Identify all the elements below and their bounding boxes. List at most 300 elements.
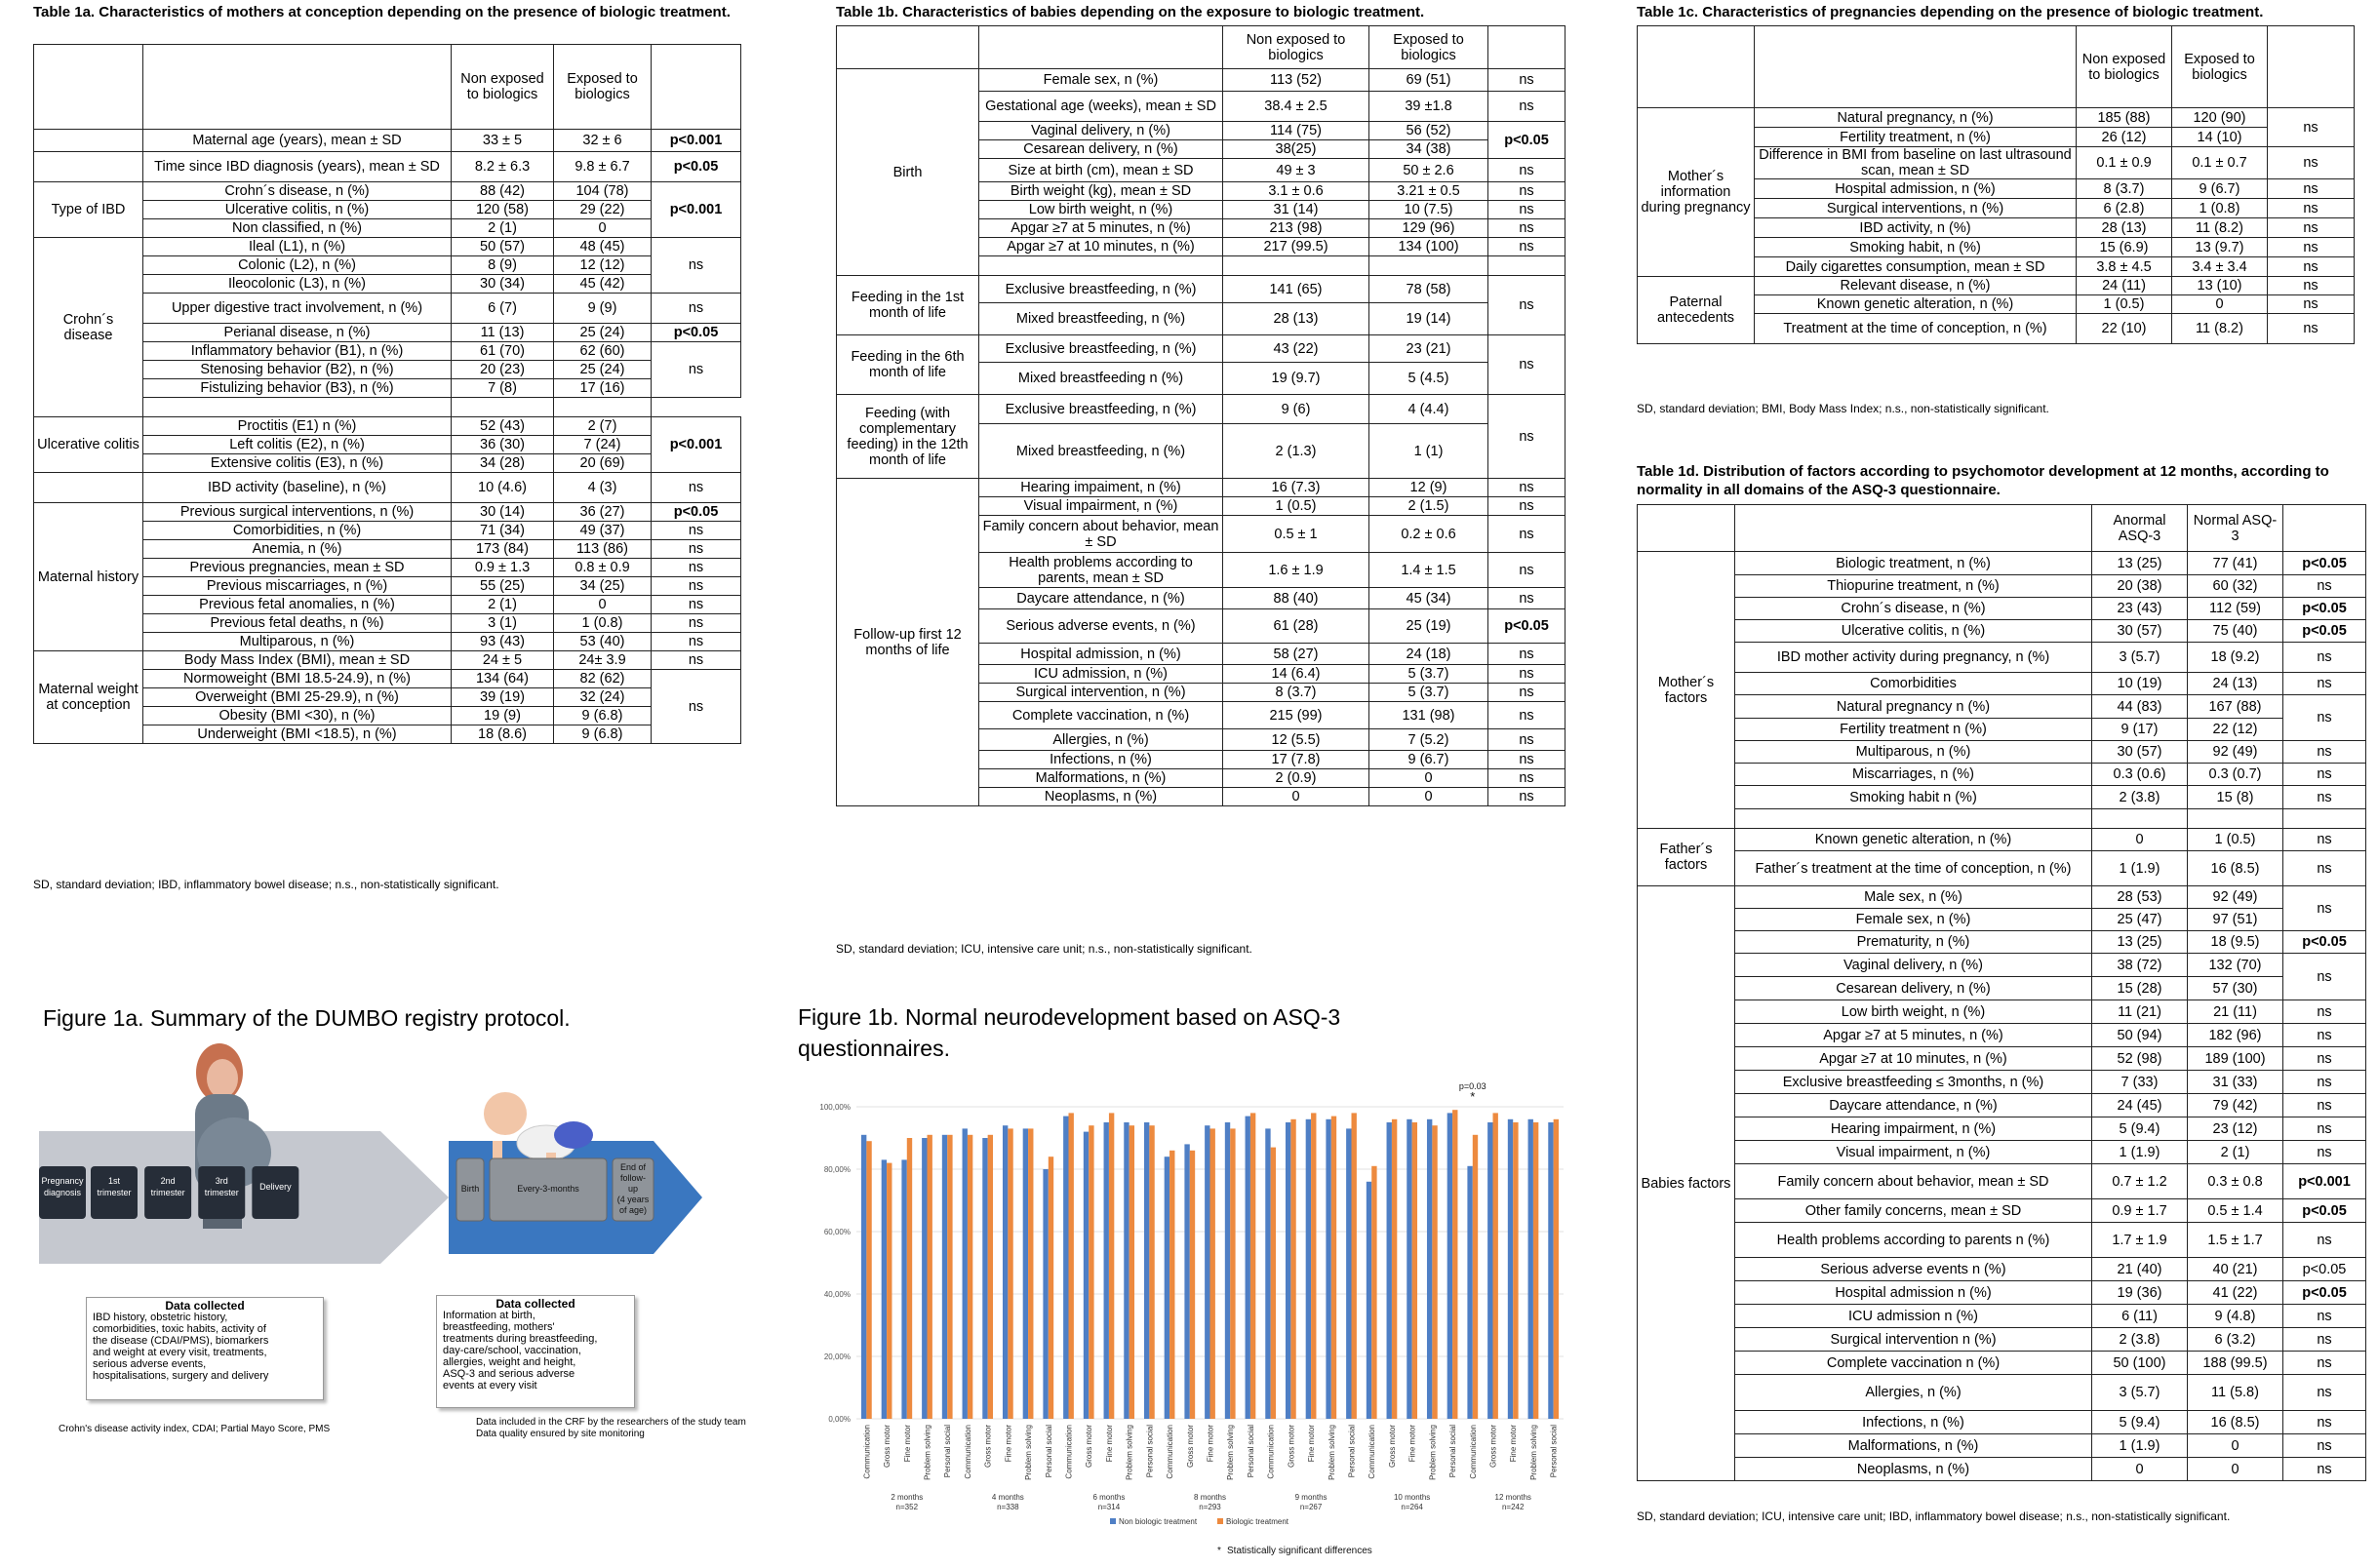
figure-1b-chart bbox=[798, 1068, 1586, 1565]
row-label: Stenosing behavior (B2), n (%) bbox=[143, 361, 452, 379]
row-label: Obesity (BMI <30), n (%) bbox=[143, 707, 452, 725]
value-cell: 16 (8.5) bbox=[2188, 1411, 2283, 1434]
row-label: Colonic (L2), n (%) bbox=[143, 256, 452, 275]
value-cell: 0 bbox=[2092, 829, 2188, 851]
p-value: ns bbox=[2283, 1375, 2366, 1411]
table-row bbox=[34, 238, 741, 256]
row-label: Miscarriages, n (%) bbox=[1735, 764, 2092, 786]
table-row bbox=[34, 651, 741, 670]
timeline-box bbox=[490, 1158, 607, 1221]
bar-non-biologic bbox=[1124, 1122, 1129, 1419]
value-cell: 132 (70) bbox=[2188, 954, 2283, 977]
timeline-box bbox=[39, 1166, 86, 1219]
group-n: n=314 bbox=[1097, 1503, 1121, 1511]
data-collected-line: IBD history, obstetric history, bbox=[93, 1312, 228, 1323]
x-tick-label: Communication bbox=[1266, 1425, 1276, 1479]
row-label: Inflammatory behavior (B1), n (%) bbox=[143, 342, 452, 361]
row-label: Mixed breastfeeding, n (%) bbox=[979, 424, 1223, 479]
value-cell: 25 (47) bbox=[2092, 909, 2188, 931]
table-row bbox=[837, 479, 1566, 497]
value-cell: 16 (7.3) bbox=[1223, 479, 1369, 497]
p-value: ns bbox=[2268, 277, 2355, 295]
x-tick-label: Communication bbox=[1468, 1425, 1478, 1479]
timeline-box-label: 3rd bbox=[215, 1176, 228, 1186]
value-cell: 0 bbox=[2188, 1434, 2283, 1458]
group-n: n=293 bbox=[1199, 1503, 1221, 1511]
x-tick-label: Problem solving bbox=[1024, 1425, 1034, 1480]
p-value: ns bbox=[2283, 695, 2366, 741]
row-label: Exclusive breastfeeding, n (%) bbox=[979, 276, 1223, 303]
p-value: p<0.05 bbox=[1488, 609, 1566, 644]
value-cell: 0 bbox=[554, 219, 652, 238]
value-cell: 0.1 ± 0.7 bbox=[2172, 147, 2268, 179]
value-cell: 22 (12) bbox=[2188, 719, 2283, 741]
bar-non-biologic bbox=[1063, 1117, 1068, 1419]
row-label: Cesarean delivery, n (%) bbox=[1735, 977, 2092, 1000]
value-cell: 120 (58) bbox=[452, 201, 554, 219]
bar-biologic bbox=[1311, 1113, 1316, 1419]
value-cell: 49 (37) bbox=[554, 522, 652, 540]
table-row bbox=[1638, 829, 2366, 851]
row-label: Upper digestive tract involvement, n (%) bbox=[143, 294, 452, 324]
value-cell: 12 (5.5) bbox=[1223, 729, 1369, 751]
value-cell: 0.5 ± 1 bbox=[1223, 516, 1369, 553]
value-cell bbox=[2092, 809, 2188, 829]
p-value: ns bbox=[2268, 238, 2355, 257]
bar-biologic bbox=[1412, 1122, 1417, 1419]
value-cell: 78 (58) bbox=[1369, 276, 1488, 303]
p-value: ns bbox=[1488, 159, 1566, 182]
row-label: Cesarean delivery, n (%) bbox=[979, 140, 1223, 159]
value-cell: 5 (4.5) bbox=[1369, 363, 1488, 395]
row-label: Fertility treatment n (%) bbox=[1735, 719, 2092, 741]
row-label: Comorbidities, n (%) bbox=[143, 522, 452, 540]
p-value: ns bbox=[2283, 764, 2366, 786]
p-value: ns bbox=[2268, 108, 2355, 147]
data-collected-line: events at every visit bbox=[443, 1380, 537, 1392]
value-cell: 25 (24) bbox=[554, 361, 652, 379]
data-collected-line: the disease (CDAI/PMS), biomarkers bbox=[93, 1335, 269, 1347]
row-label: Daycare attendance, n (%) bbox=[979, 588, 1223, 609]
table-row bbox=[1638, 643, 2366, 673]
bar-non-biologic bbox=[1084, 1132, 1089, 1419]
bar-biologic bbox=[988, 1135, 993, 1419]
value-cell: 3 (5.7) bbox=[2092, 1375, 2188, 1411]
legend-swatch bbox=[1110, 1518, 1116, 1524]
bar-non-biologic bbox=[1407, 1119, 1411, 1419]
table-row bbox=[1638, 1000, 2366, 1024]
value-cell: 18 (9.5) bbox=[2188, 931, 2283, 954]
value-cell: 1.7 ± 1.9 bbox=[2092, 1223, 2188, 1258]
p-value: ns bbox=[652, 238, 741, 294]
table-row bbox=[1638, 1164, 2366, 1199]
bar-biologic bbox=[1473, 1135, 1478, 1419]
row-label: Anemia, n (%) bbox=[143, 540, 452, 559]
p-value: ns bbox=[1488, 684, 1566, 702]
value-cell: 5 (3.7) bbox=[1369, 684, 1488, 702]
value-cell: 104 (78) bbox=[554, 182, 652, 201]
row-label: Previous pregnancies, mean ± SD bbox=[143, 559, 452, 577]
bar-non-biologic bbox=[901, 1159, 906, 1419]
row-label: Previous fetal deaths, n (%) bbox=[143, 614, 452, 633]
table-row bbox=[1638, 1458, 2366, 1481]
data-collected-line: ASQ-3 and serious adverse bbox=[443, 1368, 575, 1380]
value-cell: 13 (25) bbox=[2092, 931, 2188, 954]
value-cell: 28 (53) bbox=[2092, 886, 2188, 909]
p-value: ns bbox=[652, 633, 741, 651]
group-label: Crohn´s disease bbox=[34, 238, 143, 417]
p-value: ns bbox=[2283, 1141, 2366, 1164]
bar-biologic bbox=[1130, 1125, 1134, 1419]
row-label: Non classified, n (%) bbox=[143, 219, 452, 238]
data-collected-callout-baby bbox=[436, 1295, 635, 1408]
timeline-box-label: End of bbox=[619, 1162, 647, 1172]
bar-non-biologic bbox=[922, 1138, 927, 1419]
value-cell: 9 (17) bbox=[2092, 719, 2188, 741]
row-label: Mixed breastfeeding n (%) bbox=[979, 363, 1223, 395]
x-tick-label: Fine motor bbox=[1104, 1425, 1114, 1463]
bar-biologic bbox=[1290, 1119, 1295, 1419]
value-cell: 20 (69) bbox=[554, 454, 652, 473]
row-label: Malformations, n (%) bbox=[979, 769, 1223, 788]
bar-biologic bbox=[1554, 1119, 1559, 1419]
group-label: 10 months bbox=[1393, 1493, 1431, 1502]
p-value: ns bbox=[2268, 295, 2355, 314]
timeline-box-label: Pregnancy bbox=[41, 1176, 84, 1186]
group-label: Paternal antecedents bbox=[1638, 277, 1755, 344]
table-1a bbox=[33, 44, 741, 744]
value-cell: 17 (16) bbox=[554, 379, 652, 398]
group-label: Birth bbox=[837, 69, 979, 276]
x-tick-label: Problem solving bbox=[1226, 1425, 1236, 1480]
figure-1a-note-abbrev: Crohn's disease activity index, CDAI; Partial Mayo Score, PMS bbox=[59, 1424, 331, 1434]
p-value: ns bbox=[652, 294, 741, 324]
value-cell: 185 (88) bbox=[2077, 108, 2172, 128]
bar-biologic bbox=[1230, 1128, 1235, 1419]
value-cell: 182 (96) bbox=[2188, 1024, 2283, 1047]
row-label: Surgical intervention n (%) bbox=[1735, 1328, 2092, 1352]
value-cell: 7 (8) bbox=[452, 379, 554, 398]
value-cell: 50 (57) bbox=[452, 238, 554, 256]
bar-biologic bbox=[1210, 1128, 1215, 1419]
group-label: Mother´s information during pregnancy bbox=[1638, 108, 1755, 277]
table-row bbox=[1638, 1281, 2366, 1305]
value-cell: 19 (36) bbox=[2092, 1281, 2188, 1305]
value-cell: 4 (4.4) bbox=[1369, 395, 1488, 424]
value-cell: 15 (8) bbox=[2188, 786, 2283, 809]
table-row bbox=[1638, 1434, 2366, 1458]
p-value: p<0.001 bbox=[652, 182, 741, 238]
group-n: n=267 bbox=[1299, 1503, 1323, 1511]
row-label: Neoplasms, n (%) bbox=[979, 788, 1223, 806]
p-value: ns bbox=[1488, 238, 1566, 256]
table-row bbox=[1638, 741, 2366, 764]
row-label: Daycare attendance, n (%) bbox=[1735, 1094, 2092, 1117]
value-cell: 9.8 ± 6.7 bbox=[554, 152, 652, 182]
value-cell: 23 (43) bbox=[2092, 598, 2188, 620]
p-value: ns bbox=[652, 577, 741, 596]
x-tick-label: Fine motor bbox=[1509, 1425, 1519, 1463]
table-row bbox=[1638, 1024, 2366, 1047]
timeline-box-label: diagnosis bbox=[43, 1188, 82, 1197]
row-label: Ulcerative colitis, n (%) bbox=[1735, 620, 2092, 643]
x-tick-label: Problem solving bbox=[1125, 1425, 1134, 1480]
table-1c bbox=[1637, 25, 2355, 344]
figure-1a-note-quality: Data quality ensured by site monitoring bbox=[476, 1429, 645, 1439]
data-collected-title: Data collected bbox=[165, 1299, 245, 1313]
bar-non-biologic bbox=[882, 1159, 887, 1419]
bar-biologic bbox=[1089, 1125, 1093, 1419]
bar-non-biologic bbox=[1286, 1122, 1290, 1419]
value-cell bbox=[2188, 809, 2283, 829]
row-label: Ileocolonic (L3), n (%) bbox=[143, 275, 452, 294]
bar-biologic bbox=[1533, 1122, 1538, 1419]
p-value: ns bbox=[1488, 497, 1566, 516]
data-collected-line: comorbidities, toxic habits, activity of bbox=[93, 1323, 266, 1335]
timeline-box bbox=[91, 1166, 138, 1219]
value-cell: 0.9 ± 1.3 bbox=[452, 559, 554, 577]
value-cell: 2 (0.9) bbox=[1223, 769, 1369, 788]
value-cell: 19 (9.7) bbox=[1223, 363, 1369, 395]
bar-biologic bbox=[1069, 1113, 1074, 1419]
bar-biologic bbox=[1049, 1156, 1053, 1419]
value-cell: 15 (28) bbox=[2092, 977, 2188, 1000]
significance-annotation: p=0.03 bbox=[1458, 1081, 1486, 1091]
x-tick-label: Fine motor bbox=[902, 1425, 912, 1463]
table-1d-footnote: SD, standard deviation; ICU, intensive care unit; IBD, inflammatory bowel disease; n.s., non-statistically significant. bbox=[1637, 1509, 2231, 1523]
value-cell: 0.8 ± 0.9 bbox=[554, 559, 652, 577]
row-label: Body Mass Index (BMI), mean ± SD bbox=[143, 651, 452, 670]
row-label: Ileal (L1), n (%) bbox=[143, 238, 452, 256]
timeline-box-label: up bbox=[627, 1184, 639, 1194]
value-cell: 167 (88) bbox=[2188, 695, 2283, 719]
group-label: 12 months bbox=[1494, 1493, 1531, 1502]
timeline-box bbox=[252, 1166, 298, 1219]
row-label: Serious adverse events n (%) bbox=[1735, 1258, 2092, 1281]
bar-non-biologic bbox=[1104, 1122, 1109, 1419]
value-cell: 28 (13) bbox=[2077, 218, 2172, 238]
x-tick-label: Problem solving bbox=[923, 1425, 932, 1480]
row-label: Low birth weight, n (%) bbox=[979, 201, 1223, 219]
value-cell: 215 (99) bbox=[1223, 702, 1369, 729]
bar-biologic bbox=[1392, 1119, 1397, 1419]
group-n: n=242 bbox=[1501, 1503, 1525, 1511]
table-row bbox=[34, 130, 741, 152]
value-cell: 32 (24) bbox=[554, 688, 652, 707]
value-cell: 71 (34) bbox=[452, 522, 554, 540]
value-cell: 55 (25) bbox=[452, 577, 554, 596]
p-value: ns bbox=[1488, 516, 1566, 553]
bar-biologic bbox=[1250, 1113, 1255, 1419]
value-cell: 10 (19) bbox=[2092, 673, 2188, 695]
timeline-box bbox=[456, 1158, 484, 1221]
p-value: ns bbox=[1488, 201, 1566, 219]
table-row bbox=[1638, 886, 2366, 909]
x-tick-label: Communication bbox=[963, 1425, 972, 1479]
p-value: p<0.05 bbox=[2283, 620, 2366, 643]
p-value bbox=[2283, 809, 2366, 829]
value-cell bbox=[554, 398, 652, 417]
value-cell: 24 (13) bbox=[2188, 673, 2283, 695]
p-value: p<0.05 bbox=[2283, 552, 2366, 575]
bar-non-biologic bbox=[942, 1135, 947, 1419]
value-cell: 38.4 ± 2.5 bbox=[1223, 92, 1369, 122]
bar-biologic bbox=[947, 1135, 952, 1419]
x-tick-label: Gross motor bbox=[1085, 1425, 1094, 1469]
p-value: p<0.05 bbox=[1488, 122, 1566, 159]
value-cell: 2 (1) bbox=[2188, 1141, 2283, 1164]
row-label: IBD activity, n (%) bbox=[1755, 218, 2077, 238]
row-label bbox=[143, 398, 452, 417]
row-label: Difference in BMI from baseline on last ultrasound scan, mean ± SD bbox=[1755, 147, 2077, 179]
value-cell: 20 (38) bbox=[2092, 575, 2188, 598]
value-cell: 189 (100) bbox=[2188, 1047, 2283, 1071]
value-cell: 0 bbox=[1223, 788, 1369, 806]
value-cell: 0.7 ± 1.2 bbox=[2092, 1164, 2188, 1199]
bar-non-biologic bbox=[1265, 1128, 1270, 1419]
bar-non-biologic bbox=[1023, 1128, 1028, 1419]
bar-non-biologic bbox=[1528, 1119, 1533, 1419]
row-label: Neoplasms, n (%) bbox=[1735, 1458, 2092, 1481]
value-cell: 30 (34) bbox=[452, 275, 554, 294]
bar-non-biologic bbox=[1326, 1119, 1330, 1419]
group-label: Ulcerative colitis bbox=[34, 417, 143, 473]
value-cell: 1 (1.9) bbox=[2092, 1141, 2188, 1164]
value-cell: 10 (7.5) bbox=[1369, 201, 1488, 219]
bar-biologic bbox=[1452, 1110, 1457, 1419]
row-label: IBD mother activity during pregnancy, n (%) bbox=[1735, 643, 2092, 673]
row-label: Infections, n (%) bbox=[1735, 1411, 2092, 1434]
table-row bbox=[1638, 575, 2366, 598]
table-row bbox=[1638, 1117, 2366, 1141]
row-label: Exclusive breastfeeding, n (%) bbox=[979, 395, 1223, 424]
row-label: Mixed breastfeeding, n (%) bbox=[979, 303, 1223, 335]
value-cell: 0 bbox=[2188, 1458, 2283, 1481]
p-value: ns bbox=[1488, 92, 1566, 122]
p-value: ns bbox=[652, 540, 741, 559]
x-tick-label: Communication bbox=[862, 1425, 872, 1479]
value-cell: 0.3 (0.6) bbox=[2092, 764, 2188, 786]
p-value: ns bbox=[1488, 479, 1566, 497]
x-tick-label: Problem solving bbox=[1528, 1425, 1538, 1480]
x-tick-label: Personal social bbox=[1347, 1425, 1357, 1478]
p-value: ns bbox=[2283, 829, 2366, 851]
row-label: Other family concerns, mean ± SD bbox=[1735, 1199, 2092, 1223]
data-collected-line: and weight at every visit, treatments, bbox=[93, 1347, 267, 1358]
p-value: ns bbox=[2268, 257, 2355, 277]
value-cell: 31 (33) bbox=[2188, 1071, 2283, 1094]
table-row bbox=[1638, 1305, 2366, 1328]
bar-non-biologic bbox=[1508, 1119, 1513, 1419]
value-cell: 173 (84) bbox=[452, 540, 554, 559]
row-label: Time since IBD diagnosis (years), mean ± SD bbox=[143, 152, 452, 182]
value-cell bbox=[1223, 256, 1369, 276]
value-cell: 17 (7.8) bbox=[1223, 751, 1369, 769]
value-cell: 3 (1) bbox=[452, 614, 554, 633]
row-label: Health problems according to parents n (%) bbox=[1735, 1223, 2092, 1258]
bar-non-biologic bbox=[1043, 1169, 1048, 1419]
value-cell: 0 bbox=[1369, 788, 1488, 806]
figure-1a-note-crf: Data included in the CRF by the researchers of the study team bbox=[476, 1417, 746, 1428]
p-value: ns bbox=[2283, 954, 2366, 1000]
value-cell: 21 (40) bbox=[2092, 1258, 2188, 1281]
x-tick-label: Gross motor bbox=[1488, 1425, 1498, 1469]
p-value: ns bbox=[2283, 673, 2366, 695]
value-cell: 93 (43) bbox=[452, 633, 554, 651]
p-value: ns bbox=[652, 670, 741, 744]
row-label bbox=[1735, 809, 2092, 829]
value-cell: 0 bbox=[554, 596, 652, 614]
row-label: Allergies, n (%) bbox=[979, 729, 1223, 751]
value-cell: 2 (1.5) bbox=[1369, 497, 1488, 516]
p-value: ns bbox=[2283, 1071, 2366, 1094]
p-value: ns bbox=[1488, 588, 1566, 609]
p-value: ns bbox=[2283, 886, 2366, 931]
p-value: ns bbox=[2283, 851, 2366, 886]
table-row bbox=[1638, 931, 2366, 954]
value-cell: 1.4 ± 1.5 bbox=[1369, 553, 1488, 588]
value-cell: 13 (9.7) bbox=[2172, 238, 2268, 257]
value-cell: 26 (12) bbox=[2077, 128, 2172, 147]
significance-star: * bbox=[1470, 1089, 1476, 1104]
p-value: ns bbox=[652, 522, 741, 540]
row-label: Female sex, n (%) bbox=[1735, 909, 2092, 931]
value-cell: 9 (6.8) bbox=[554, 707, 652, 725]
row-label: IBD activity (baseline), n (%) bbox=[143, 473, 452, 503]
bar-biologic bbox=[866, 1141, 871, 1419]
value-cell: 0.3 (0.7) bbox=[2188, 764, 2283, 786]
group-label bbox=[34, 473, 143, 503]
value-cell: 11 (8.2) bbox=[2172, 218, 2268, 238]
table-row bbox=[1638, 673, 2366, 695]
value-cell: 38(25) bbox=[1223, 140, 1369, 159]
p-value: ns bbox=[2268, 199, 2355, 218]
table-1d-title: Table 1d. Distribution of factors according to psychomotor development at 12 months, according to normality in all domains of the ASQ-3 questionnaire. bbox=[1637, 463, 2329, 498]
row-label: Visual impairment, n (%) bbox=[979, 497, 1223, 516]
value-cell: 8 (3.7) bbox=[2077, 179, 2172, 199]
bar-biologic bbox=[1271, 1148, 1276, 1419]
value-cell: 56 (52) bbox=[1369, 122, 1488, 140]
value-cell: 0 bbox=[1369, 769, 1488, 788]
value-cell: 19 (9) bbox=[452, 707, 554, 725]
row-label: Smoking habit, n (%) bbox=[1755, 238, 2077, 257]
value-cell: 21 (11) bbox=[2188, 1000, 2283, 1024]
value-cell: 88 (40) bbox=[1223, 588, 1369, 609]
bar-non-biologic bbox=[1467, 1166, 1472, 1419]
timeline-box-label: follow- bbox=[619, 1173, 647, 1183]
row-label: ICU admission, n (%) bbox=[979, 665, 1223, 684]
y-tick-label: 100,00% bbox=[819, 1103, 851, 1112]
p-value: ns bbox=[1488, 769, 1566, 788]
value-cell: 23 (21) bbox=[1369, 335, 1488, 363]
header-exposed: Exposed to biologics bbox=[554, 45, 652, 130]
timeline-box-label: trimester bbox=[204, 1188, 239, 1197]
value-cell: 0 bbox=[2172, 295, 2268, 314]
x-tick-label: Personal social bbox=[943, 1425, 953, 1478]
value-cell: 6 (7) bbox=[452, 294, 554, 324]
p-value: ns bbox=[652, 614, 741, 633]
bar-biologic bbox=[1513, 1122, 1518, 1419]
row-label: Multiparous, n (%) bbox=[1735, 741, 2092, 764]
row-label: Serious adverse events, n (%) bbox=[979, 609, 1223, 644]
x-tick-label: Fine motor bbox=[1004, 1425, 1013, 1463]
value-cell: 8 (9) bbox=[452, 256, 554, 275]
row-label: Perianal disease, n (%) bbox=[143, 324, 452, 342]
value-cell: 24± 3.9 bbox=[554, 651, 652, 670]
bar-biologic bbox=[1190, 1151, 1195, 1419]
value-cell: 114 (75) bbox=[1223, 122, 1369, 140]
value-cell: 3.8 ± 4.5 bbox=[2077, 257, 2172, 277]
